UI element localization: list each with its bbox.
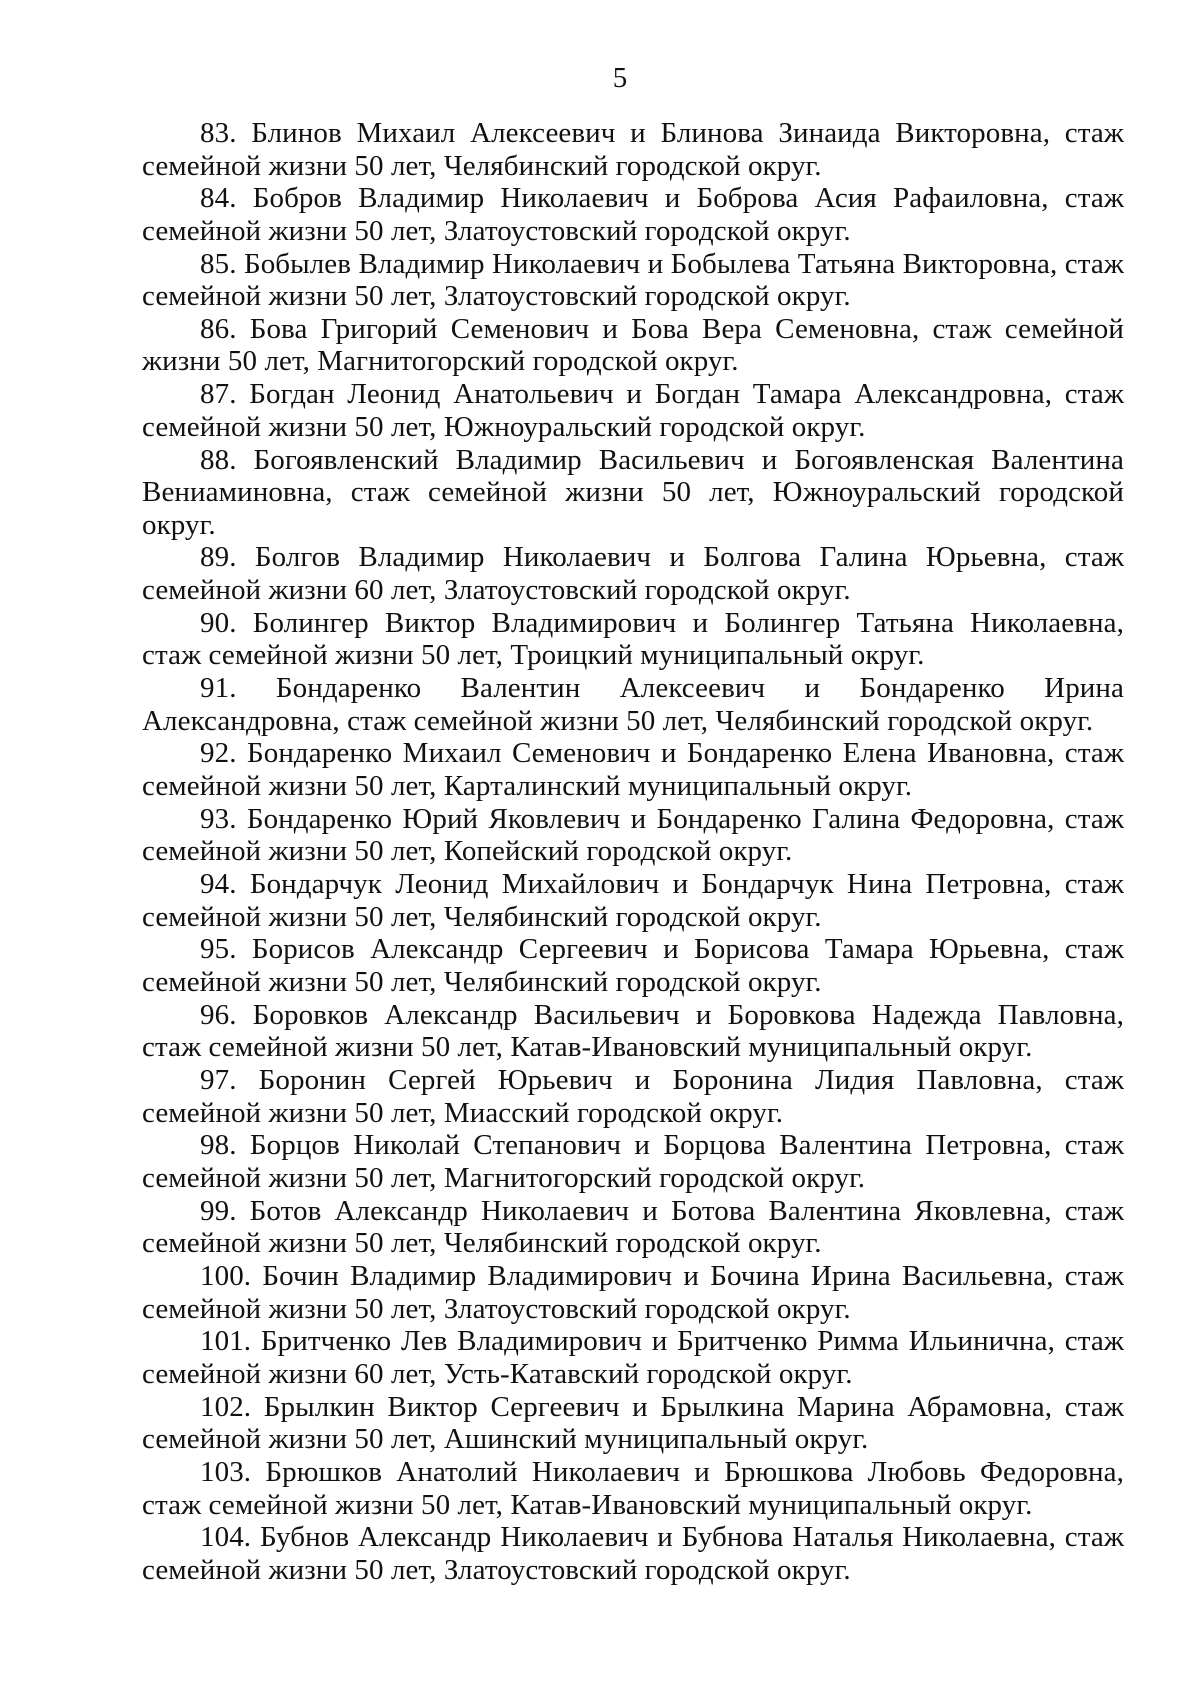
list-item: 94. Бондарчук Леонид Михайлович и Бондарчук Нина Петровна, стаж семейной жизни 50 лет, Челябинский городской округ. (142, 868, 1124, 933)
award-list (142, 117, 1124, 1587)
list-item: 103. Брюшков Анатолий Николаевич и Брюшкова Любовь Федоровна, стаж семейной жизни 50 лет, Катав-Ивановский муниципальный округ. (142, 1456, 1124, 1521)
list-item: 93. Бондаренко Юрий Яковлевич и Бондаренко Галина Федоровна, стаж семейной жизни 50 лет, Копейский городской округ. (142, 802, 1124, 868)
list-item: 98. Борцов Николай Степанович и Борцова Валентина Петровна, стаж семейной жизни 50 лет, Магнитогорский городской округ. (142, 1129, 1124, 1194)
list-item: 101. Бритченко Лев Владимирович и Бритченко Римма Ильинична, стаж семейной жизни 60 лет, Усть-Катавский городской округ. (142, 1325, 1124, 1390)
list-item: 102. Брылкин Виктор Сергеевич и Брылкина Марина Абрамовна, стаж семейной жизни 50 лет, Ашинский муниципальный округ. (142, 1390, 1124, 1456)
list-item: 104. Бубнов Александр Николаевич и Бубнова Наталья Николаевна, стаж семейной жизни 50 лет, Златоустовский городской округ. (142, 1521, 1124, 1586)
list-item: 84. Бобров Владимир Николаевич и Боброва Асия Рафаиловна, стаж семейной жизни 50 лет, Златоустовский городской округ. (142, 182, 1124, 247)
list-item: 96. Боровков Александр Васильевич и Боровкова Надежда Павловна, стаж семейной жизни 50 лет, Катав-Ивановский муниципальный округ. (142, 998, 1124, 1064)
list-item: 91. Бондаренко Валентин Алексеевич и Бондаренко Ирина Александровна, стаж семейной жизни 50 лет, Челябинский городской округ. (142, 672, 1124, 737)
list-item: 83. Блинов Михаил Алексеевич и Блинова Зинаида Викторовна, стаж семейной жизни 50 лет, Челябинский городской округ. (142, 117, 1124, 182)
list-item: 95. Борисов Александр Сергеевич и Борисова Тамара Юрьевна, стаж семейной жизни 50 лет, Челябинский городской округ. (142, 933, 1124, 998)
list-item: 99. Ботов Александр Николаевич и Ботова Валентина Яковлевна, стаж семейной жизни 50 лет, Челябинский городской округ. (142, 1194, 1124, 1260)
page-number: 5 (612, 62, 628, 94)
list-item: 87. Богдан Леонид Анатольевич и Богдан Тамара Александровна, стаж семейной жизни 50 лет, Южноуральский городской округ. (142, 378, 1124, 443)
list-item: 86. Бова Григорий Семенович и Бова Вера Семеновна, стаж семейной жизни 50 лет, Магнитогорский городской округ. (142, 312, 1124, 378)
list-item: 90. Болингер Виктор Владимирович и Болингер Татьяна Николаевна, стаж семейной жизни 50 лет, Троицкий муниципальный округ. (142, 606, 1124, 672)
list-item: 88. Богоявленский Владимир Васильевич и Богоявленская Валентина Вениаминовна, стаж семейной жизни 50 лет, Южноуральский городской округ. (142, 443, 1124, 541)
list-item: 100. Бочин Владимир Владимирович и Бочина Ирина Васильевна, стаж семейной жизни 50 лет, Златоустовский городской округ. (142, 1260, 1124, 1325)
list-item: 97. Боронин Сергей Юрьевич и Боронина Лидия Павловна, стаж семейной жизни 50 лет, Миасский городской округ. (142, 1064, 1124, 1129)
list-item: 92. Бондаренко Михаил Семенович и Бондаренко Елена Ивановна, стаж семейной жизни 50 лет, Карталинский муниципальный округ. (142, 737, 1124, 802)
list-item: 89. Болгов Владимир Николаевич и Болгова Галина Юрьевна, стаж семейной жизни 60 лет, Златоустовский городской округ. (142, 541, 1124, 606)
list-item: 85. Бобылев Владимир Николаевич и Бобылева Татьяна Викторовна, стаж семейной жизни 50 лет, Златоустовский городской округ. (142, 247, 1124, 313)
